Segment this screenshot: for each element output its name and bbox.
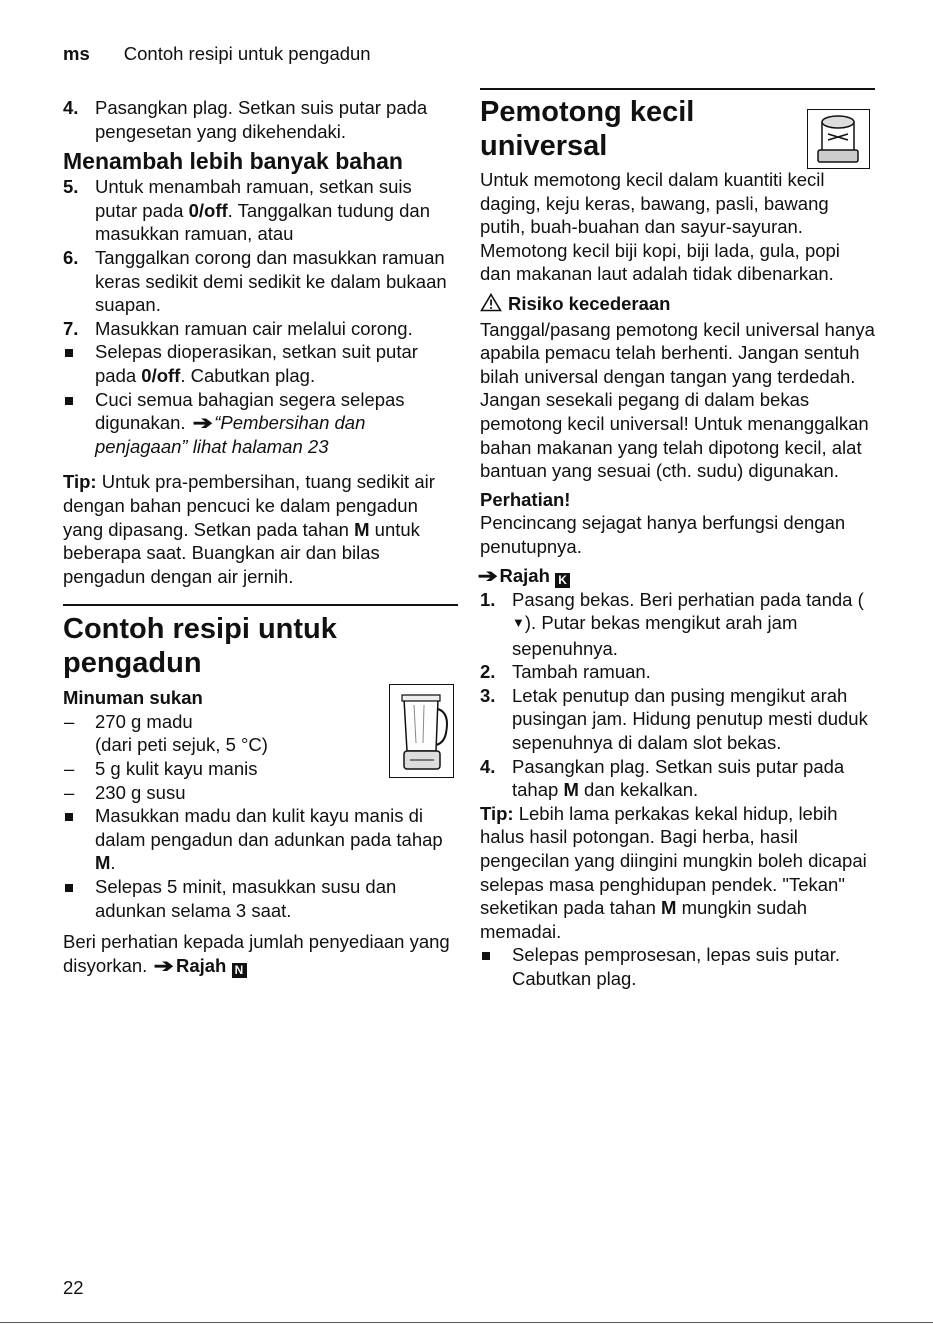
bottom-rule xyxy=(0,1322,933,1323)
bullet-square-icon xyxy=(65,884,73,892)
right-column xyxy=(477,88,875,991)
list-item-step-3: 3. Letak penutup dan pusing mengikut arah pusingan jam. Hidung penutup mesti duduk sepenuhnya di dalam slot bekas. xyxy=(480,684,868,754)
ingredient-item: – 5 g kulit kayu manis xyxy=(64,758,258,780)
bullet-square-icon xyxy=(65,397,73,405)
header-title: Contoh resipi untuk pengadun xyxy=(123,43,371,64)
bullet-square-icon xyxy=(65,813,73,821)
intro-paragraph: Untuk memotong kecil dalam kuantiti kecil daging, keju keras, bawang, pasli, bawang putih, buah-buahan dan sayur-sayuran. Memotong kecil biji kopi, biji lada, gula, popi dan makanan laut adalah tidak dibenarkan. xyxy=(480,169,840,285)
arrow-right-icon: ➔ xyxy=(154,954,175,976)
bullet-square-icon xyxy=(482,952,490,960)
tip-paragraph: Tip: Untuk pra-pembersihan, tuang sedikit air dengan bahan pencuci ke dalam pengadun yang dipasang. Setkan pada tahan M untuk beberapa saat. Buangkan air dan bilas pengadun dengan air jernih. xyxy=(63,471,435,587)
figure-reference-heading xyxy=(477,564,875,588)
tip-paragraph: Tip: Lebih lama perkakas kekal hidup, lebih halus hasil potongan. Bagi herba, hasil pengecilan yang diingini mungkin boleh dicapai selepas masa penghidupan pendek. "Tekan" seketikan pada tahan M mungkin sudah memadai. xyxy=(480,802,867,942)
list-item-bullet: Masukkan madu dan kulit kayu manis di dalam pengadun dan adunkan pada tahap M. xyxy=(63,804,458,875)
list-item-step-4: 4. Pasangkan plag. Setkan suis putar pada pengesetan yang dikehendaki. xyxy=(63,97,428,142)
add-ingredients-heading: Menambah lebih banyak bahan xyxy=(63,148,403,175)
section-divider xyxy=(63,604,458,606)
cross-reference-link[interactable]: “Pembersihan dan penjagaan” lihat halaman 23 xyxy=(95,412,366,457)
list-item-bullet: Selepas pemprosesan, lepas suis putar. Cabutkan plag. xyxy=(480,943,875,990)
page-number: 22 xyxy=(63,1277,84,1298)
note-paragraph: Beri perhatian kepada jumlah penyediaan yang disyorkan. ➔Rajah N xyxy=(63,931,450,977)
warning-paragraph: Tanggal/pasang pemotong kecil universal hanya apabila pemacu telah berhenti. Jangan sentuh bilah universal dengan tangan yang terdedah. Jangan sesekali pegang di dalam bekas pemotong kecil universal! Untuk menanggalkan bahan makanan yang telah dipotong kecil, alat bantuan yang sesuai (cth. sudu) digunakan. xyxy=(480,318,875,482)
list-item-step-6: 6. Tanggalkan corong dan masukkan ramuan keras sedikit demi sedikit ke dalam bukaan suapan. xyxy=(63,246,447,316)
list-item-step-2: 2. Tambah ramuan. xyxy=(480,661,651,683)
ingredient-item: – 230 g susu xyxy=(64,781,186,803)
figure-reference[interactable]: Rajah xyxy=(499,564,550,586)
figure-letter-badge: N xyxy=(232,963,247,978)
alignment-mark-icon: ▼ xyxy=(512,615,525,631)
figure-reference[interactable]: Rajah xyxy=(175,954,227,976)
list-item-step-7: 7. Masukkan ramuan cair melalui corong. xyxy=(63,317,413,339)
section-title: Contoh resipi untuk pengadun xyxy=(63,613,337,680)
attention-heading: Perhatian! xyxy=(480,488,571,510)
arrow-right-icon: ➔ xyxy=(477,564,498,586)
arrow-right-icon: ➔ xyxy=(192,412,213,434)
recipe-block xyxy=(63,686,458,978)
section-title: Pemotong kecil universal xyxy=(480,96,695,162)
page-header xyxy=(63,42,371,66)
list-item-step-1: 1. Pasang bekas. Beri perhatian pada tanda (▼). Putar bekas mengikut arah jam sepenuhnya. xyxy=(480,588,864,659)
list-item-bullet: Selepas 5 minit, masukkan susu dan adunkan selama 3 saat. xyxy=(63,875,458,922)
recipe-heading: Minuman sukan xyxy=(63,687,203,709)
language-code: ms xyxy=(63,43,90,64)
ingredient-item: – 270 g madu (dari peti sejuk, 5 °C) xyxy=(64,710,268,756)
attention-paragraph: Pencincang sejagat hanya berfungsi dengan penutupnya. xyxy=(480,512,846,557)
list-item-step-5: 5. Untuk menambah ramuan, setkan suis putar pada 0/off. Tanggalkan tudung dan masukkan ramuan, atau xyxy=(63,176,430,245)
list-item-bullet: Selepas dioperasikan, setkan suit putar pada 0/off. Cabutkan plag. xyxy=(63,340,458,387)
warning-heading: Risiko kecederaan xyxy=(480,292,875,318)
bullet-square-icon xyxy=(65,349,73,357)
section-divider xyxy=(480,88,875,90)
warning-triangle-icon xyxy=(480,293,502,318)
list-item-bullet: Cuci semua bahagian segera selepas digunakan. ➔“Pembersihan dan penjagaan” lihat halaman 23 xyxy=(63,388,458,459)
chopper-icon xyxy=(807,109,870,169)
figure-letter-badge: K xyxy=(555,573,570,588)
list-item-step-4: 4. Pasangkan plag. Setkan suis putar pada tahap M dan kekalkan. xyxy=(480,755,845,801)
section-title-block xyxy=(480,95,875,163)
left-column xyxy=(63,96,458,978)
